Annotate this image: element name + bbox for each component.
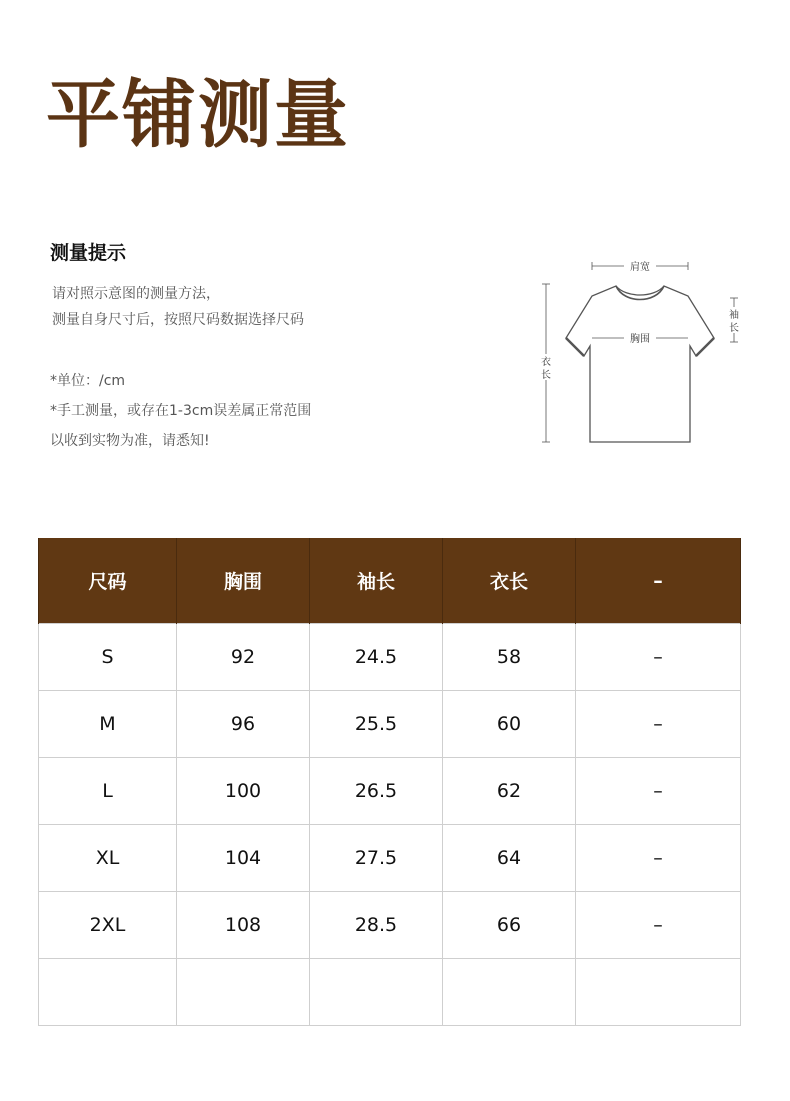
cell-length: 58 xyxy=(443,624,576,691)
sleeve-label-2: 长 xyxy=(729,323,739,334)
cell-chest: 96 xyxy=(177,691,310,758)
tip-line: 请对照示意图的测量方法， xyxy=(52,286,220,302)
cell-size: XL xyxy=(39,825,177,892)
cell-sleeve: 27.5 xyxy=(310,825,443,892)
cell-extra: – xyxy=(576,892,741,959)
header-extra: – xyxy=(576,538,741,624)
error-note: *手工测量，或存在1-3cm误差属正常范围 xyxy=(50,403,312,419)
cell-extra: – xyxy=(576,758,741,825)
table-row xyxy=(39,959,741,1026)
table-header-row xyxy=(39,538,741,624)
cell-size: 2XL xyxy=(39,892,177,959)
cell-sleeve: 25.5 xyxy=(310,691,443,758)
cell-extra: – xyxy=(576,624,741,691)
table-row xyxy=(39,892,741,959)
size-chart xyxy=(38,538,741,1026)
cell-sleeve: 24.5 xyxy=(310,624,443,691)
length-label-2: 长 xyxy=(541,370,551,381)
unit-note: *单位：/cm xyxy=(50,373,126,389)
tshirt-outline xyxy=(566,286,714,442)
cell-sleeve xyxy=(310,959,443,1026)
cell-chest xyxy=(177,959,310,1026)
cell-sleeve: 28.5 xyxy=(310,892,443,959)
header-sleeve: 袖长 xyxy=(310,538,443,624)
table-row xyxy=(39,758,741,825)
tip-line: 测量自身尺寸后，按照尺码数据选择尺码 xyxy=(52,312,304,328)
cell-extra xyxy=(576,959,741,1026)
length-label-1: 衣 xyxy=(541,357,551,368)
disclaimer-note: 以收到实物为准，请悉知! xyxy=(50,433,210,449)
chest-label: 胸围 xyxy=(630,334,650,345)
table-row xyxy=(39,691,741,758)
cell-extra: – xyxy=(576,691,741,758)
cell-size xyxy=(39,959,177,1026)
table-row xyxy=(39,624,741,691)
cell-size: L xyxy=(39,758,177,825)
tips-heading: 测量提示 xyxy=(50,242,127,264)
cell-size: M xyxy=(39,691,177,758)
sleeve-label-1: 袖 xyxy=(729,310,739,321)
tshirt-diagram xyxy=(530,252,750,452)
cell-chest: 108 xyxy=(177,892,310,959)
cell-size: S xyxy=(39,624,177,691)
cell-chest: 100 xyxy=(177,758,310,825)
shoulder-label: 肩宽 xyxy=(630,262,650,273)
cell-extra: – xyxy=(576,825,741,892)
cell-length: 62 xyxy=(443,758,576,825)
table-row xyxy=(39,825,741,892)
cell-sleeve: 26.5 xyxy=(310,758,443,825)
header-chest: 胸围 xyxy=(177,538,310,624)
page-title: 平铺测量 xyxy=(46,72,350,158)
cell-length: 60 xyxy=(443,691,576,758)
header-length: 衣长 xyxy=(443,538,576,624)
cell-length: 64 xyxy=(443,825,576,892)
header-size: 尺码 xyxy=(39,538,177,624)
cell-chest: 104 xyxy=(177,825,310,892)
cell-length xyxy=(443,959,576,1026)
cell-chest: 92 xyxy=(177,624,310,691)
cell-length: 66 xyxy=(443,892,576,959)
